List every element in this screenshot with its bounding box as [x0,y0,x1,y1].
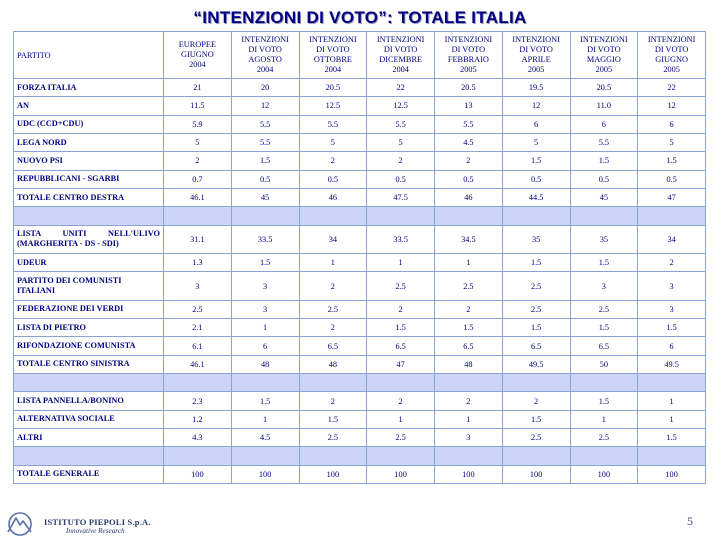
vote-value: 47.5 [367,188,435,206]
vote-value: 1.5 [570,152,638,170]
vote-value: 1.5 [638,152,706,170]
vote-value: 3 [435,428,503,446]
vote-value: 45 [570,188,638,206]
vote-value: 35 [570,225,638,253]
party-name: TOTALE CENTRO DESTRA [14,188,164,206]
month-header-line: DI VOTO [248,45,282,54]
vote-value: 12 [638,97,706,115]
month-column-header [231,32,299,79]
vote-value: 4.3 [164,428,232,446]
party-name: RIFONDAZIONE COMUNISTA [14,337,164,355]
month-header-line: 2005 [663,65,680,74]
vote-value: 22 [367,79,435,97]
vote-value: 2.5 [164,300,232,318]
vote-value: 20 [231,79,299,97]
vote-value: 12 [231,97,299,115]
vote-value: 1.5 [299,410,367,428]
vote-value: 34 [299,225,367,253]
vote-value: 6.5 [299,337,367,355]
vote-value: 12 [502,97,570,115]
vote-value: 1 [435,410,503,428]
vote-value: 1.5 [502,152,570,170]
page-number: 5 [687,514,693,528]
party-name: PARTITO DEI COMUNISTI ITALIANI [14,272,164,300]
vote-value: 1 [231,410,299,428]
vote-value: 5.5 [299,115,367,133]
vote-value: 2 [367,392,435,410]
month-column-header [638,32,706,79]
table-row [14,428,706,446]
month-header-line: DI VOTO [316,45,350,54]
separator-cell [231,207,299,225]
vote-value: 47 [638,188,706,206]
party-name: UDEUR [14,253,164,271]
vote-value: 3 [231,272,299,300]
vote-value: 48 [299,355,367,373]
separator-cell [570,207,638,225]
vote-value: 1.5 [231,152,299,170]
party-name: ALTRI [14,428,164,446]
vote-value: 48 [435,355,503,373]
party-name: TOTALE GENERALE [14,465,164,483]
vote-value: 2.5 [435,272,503,300]
separator-cell [638,447,706,465]
month-header-line: INTENZIONI [580,35,628,44]
vote-value: 1 [638,392,706,410]
vote-value: 6.5 [570,337,638,355]
month-header-line: DICEMBRE [379,55,423,64]
table-row [14,225,706,253]
voting-intentions-table [13,31,706,484]
month-header-line: GIUGNO [181,50,214,59]
table-row [14,133,706,151]
vote-value: 49.5 [638,355,706,373]
vote-value: 49.5 [502,355,570,373]
vote-value: 100 [435,465,503,483]
vote-value: 5.5 [367,115,435,133]
vote-value: 20.5 [570,79,638,97]
vote-value: 4.5 [231,428,299,446]
vote-value: 6 [570,115,638,133]
vote-value: 3 [638,300,706,318]
vote-value: 1 [367,253,435,271]
vote-value: 44.5 [502,188,570,206]
vote-value: 5 [164,133,232,151]
separator-cell [164,447,232,465]
vote-value: 2.5 [299,428,367,446]
vote-value: 1.3 [164,253,232,271]
separator-cell [164,374,232,392]
vote-value: 2.3 [164,392,232,410]
month-header-line: FEBBRAIO [447,55,489,64]
month-header-line: 2004 [189,60,206,69]
vote-value: 3 [164,272,232,300]
table-row [14,253,706,271]
brand-tagline: Innovative Research [66,527,125,535]
vote-value: 1 [367,410,435,428]
vote-value: 5.5 [231,115,299,133]
party-name: REPUBBLICANI - SGARBI [14,170,164,188]
month-header-line: AGOSTO [248,55,282,64]
table-row [14,410,706,428]
month-header-line: MAGGIO [586,55,621,64]
vote-value: 5.5 [570,133,638,151]
vote-value: 5.9 [164,115,232,133]
month-header-line: GIUGNO [655,55,688,64]
vote-value: 1.5 [570,319,638,337]
month-header-line: 2004 [256,65,274,74]
vote-value: 5.5 [435,115,503,133]
vote-value: 19.5 [502,79,570,97]
separator-cell [367,207,435,225]
vote-value: 2.5 [502,300,570,318]
table-row [14,300,706,318]
separator-cell [638,207,706,225]
month-header-line: EUROPEE [178,40,217,49]
month-header-line: DI VOTO [383,45,418,54]
vote-value: 1 [435,253,503,271]
separator-cell [435,207,503,225]
vote-value: 11.0 [570,97,638,115]
month-header-line: DI VOTO [654,45,689,54]
vote-value: 2 [638,253,706,271]
separator-cell [435,447,503,465]
vote-value: 46 [435,188,503,206]
vote-value: 50 [570,355,638,373]
separator-cell [638,374,706,392]
vote-value: 100 [367,465,435,483]
vote-value: 46.1 [164,355,232,373]
separator-row [14,207,706,225]
vote-value: 6 [638,115,706,133]
vote-value: 45 [231,188,299,206]
table-row [14,272,706,300]
separator-cell [14,207,164,225]
page-title: “INTENZIONI DI VOTO”: TOTALE ITALIA [193,8,527,27]
vote-value: 2 [299,272,367,300]
piepoli-logo-icon [4,510,40,538]
vote-value: 1.5 [638,428,706,446]
month-header-line: INTENZIONI [444,35,493,44]
party-name: ALTERNATIVA SOCIALE [14,410,164,428]
vote-value: 6.5 [502,337,570,355]
vote-value: 3 [638,272,706,300]
vote-value: 21 [164,79,232,97]
vote-value: 35 [502,225,570,253]
separator-cell [367,374,435,392]
vote-value: 22 [638,79,706,97]
vote-value: 6 [638,337,706,355]
month-header-line: 2004 [392,65,409,74]
vote-value: 1 [231,319,299,337]
vote-value: 0.7 [164,170,232,188]
party-name: NUOVO PSI [14,152,164,170]
party-name: AN [14,97,164,115]
vote-value: 0.5 [231,170,299,188]
month-header-line: INTENZIONI [376,35,425,44]
vote-value: 20.5 [299,79,367,97]
month-column-header [435,32,503,79]
separator-cell [502,447,570,465]
vote-value: 3 [570,272,638,300]
separator-cell [367,447,435,465]
month-column-header [164,32,232,79]
separator-cell [570,374,638,392]
vote-value: 1.5 [231,392,299,410]
month-header-line: INTENZIONI [309,35,357,44]
vote-value: 2.5 [367,272,435,300]
separator-cell [299,374,367,392]
table-row [14,170,706,188]
vote-value: 1.2 [164,410,232,428]
month-header-line: DI VOTO [519,45,553,54]
party-name: LISTA UNITI NELL'ULIVO (MARGHERITA - DS - SDI) [14,225,164,253]
vote-value: 1 [570,410,638,428]
table-row [14,355,706,373]
vote-value: 1 [299,253,367,271]
brand-name: ISTITUTO PIEPOLI S.p.A. [44,517,151,527]
vote-value: 2 [435,300,503,318]
month-column-header [367,32,435,79]
separator-cell [299,207,367,225]
vote-value: 4.5 [435,133,503,151]
vote-value: 5 [299,133,367,151]
vote-value: 2 [299,152,367,170]
vote-value: 46.1 [164,188,232,206]
table-row [14,97,706,115]
month-header-line: 2004 [324,65,342,74]
party-name: TOTALE CENTRO SINISTRA [14,355,164,373]
separator-row [14,447,706,465]
separator-cell [164,207,232,225]
vote-value: 2 [299,319,367,337]
vote-value: 13 [435,97,503,115]
vote-value: 2.5 [299,300,367,318]
vote-value: 2.5 [502,272,570,300]
party-name: FORZA ITALIA [14,79,164,97]
vote-value: 47 [367,355,435,373]
separator-cell [502,207,570,225]
vote-value: 3 [231,300,299,318]
vote-value: 34.5 [435,225,503,253]
table-body [14,79,706,484]
table-row [14,337,706,355]
vote-value: 2 [435,152,503,170]
vote-value: 2.5 [367,428,435,446]
vote-value: 0.5 [570,170,638,188]
vote-value: 2 [299,392,367,410]
vote-value: 1.5 [502,410,570,428]
month-header-line: INTENZIONI [647,35,696,44]
vote-value: 5 [638,133,706,151]
party-column-header: PARTITO [14,32,164,79]
month-header-line: INTENZIONI [241,35,289,44]
separator-cell [231,374,299,392]
vote-value: 2 [367,300,435,318]
table-row [14,392,706,410]
vote-value: 1.5 [502,253,570,271]
party-name: LISTA PANNELLA/BONINO [14,392,164,410]
vote-value: 46 [299,188,367,206]
table-header-row [14,32,706,79]
vote-value: 100 [570,465,638,483]
vote-value: 1.5 [367,319,435,337]
vote-value: 0.5 [435,170,503,188]
vote-value: 5 [367,133,435,151]
vote-value: 100 [638,465,706,483]
vote-value: 6.1 [164,337,232,355]
vote-value: 34 [638,225,706,253]
vote-value: 2 [502,392,570,410]
vote-value: 6.5 [367,337,435,355]
vote-value: 100 [299,465,367,483]
vote-value: 1.5 [570,392,638,410]
month-column-header [299,32,367,79]
month-header-line: OTTOBRE [313,55,352,64]
party-name: LEGA NORD [14,133,164,151]
vote-value: 2 [367,152,435,170]
vote-value: 1.5 [502,319,570,337]
separator-cell [14,374,164,392]
month-header-line: INTENZIONI [512,35,560,44]
vote-value: 5 [502,133,570,151]
vote-value: 12.5 [367,97,435,115]
vote-value: 2.5 [570,300,638,318]
table-row [14,319,706,337]
party-name: FEDERAZIONE DEI VERDI [14,300,164,318]
vote-value: 100 [164,465,232,483]
month-header-line: DI VOTO [587,45,621,54]
party-name: LISTA DI PIETRO [14,319,164,337]
vote-value: 2 [435,392,503,410]
month-column-header [570,32,638,79]
month-header-line: 2005 [527,65,545,74]
vote-value: 33.5 [367,225,435,253]
table-row [14,115,706,133]
vote-value: 1.5 [638,319,706,337]
month-column-header [502,32,570,79]
vote-value: 12.5 [299,97,367,115]
vote-value: 2.5 [570,428,638,446]
vote-value: 2 [164,152,232,170]
vote-value: 1.5 [231,253,299,271]
vote-value: 20.5 [435,79,503,97]
table-row [14,465,706,483]
party-name: UDC (CCD+CDU) [14,115,164,133]
vote-value: 1 [638,410,706,428]
vote-value: 0.5 [299,170,367,188]
month-header-line: DI VOTO [451,45,486,54]
vote-value: 11.5 [164,97,232,115]
vote-value: 100 [502,465,570,483]
vote-value: 2.5 [502,428,570,446]
month-header-line: APRILE [521,55,551,64]
vote-value: 6 [231,337,299,355]
separator-row [14,374,706,392]
month-header-line: 2005 [595,65,613,74]
vote-value: 6 [502,115,570,133]
vote-value: 48 [231,355,299,373]
vote-value: 0.5 [367,170,435,188]
table-row [14,188,706,206]
separator-cell [14,447,164,465]
vote-value: 6.5 [435,337,503,355]
table-row [14,79,706,97]
separator-cell [435,374,503,392]
vote-value: 33.5 [231,225,299,253]
vote-value: 2.1 [164,319,232,337]
separator-cell [299,447,367,465]
vote-value: 0.5 [502,170,570,188]
vote-value: 5.5 [231,133,299,151]
vote-value: 0.5 [638,170,706,188]
vote-value: 1.5 [435,319,503,337]
separator-cell [502,374,570,392]
month-header-line: 2005 [460,65,477,74]
vote-value: 1.5 [570,253,638,271]
table-row [14,152,706,170]
separator-cell [570,447,638,465]
vote-value: 100 [231,465,299,483]
vote-value: 31.1 [164,225,232,253]
separator-cell [231,447,299,465]
